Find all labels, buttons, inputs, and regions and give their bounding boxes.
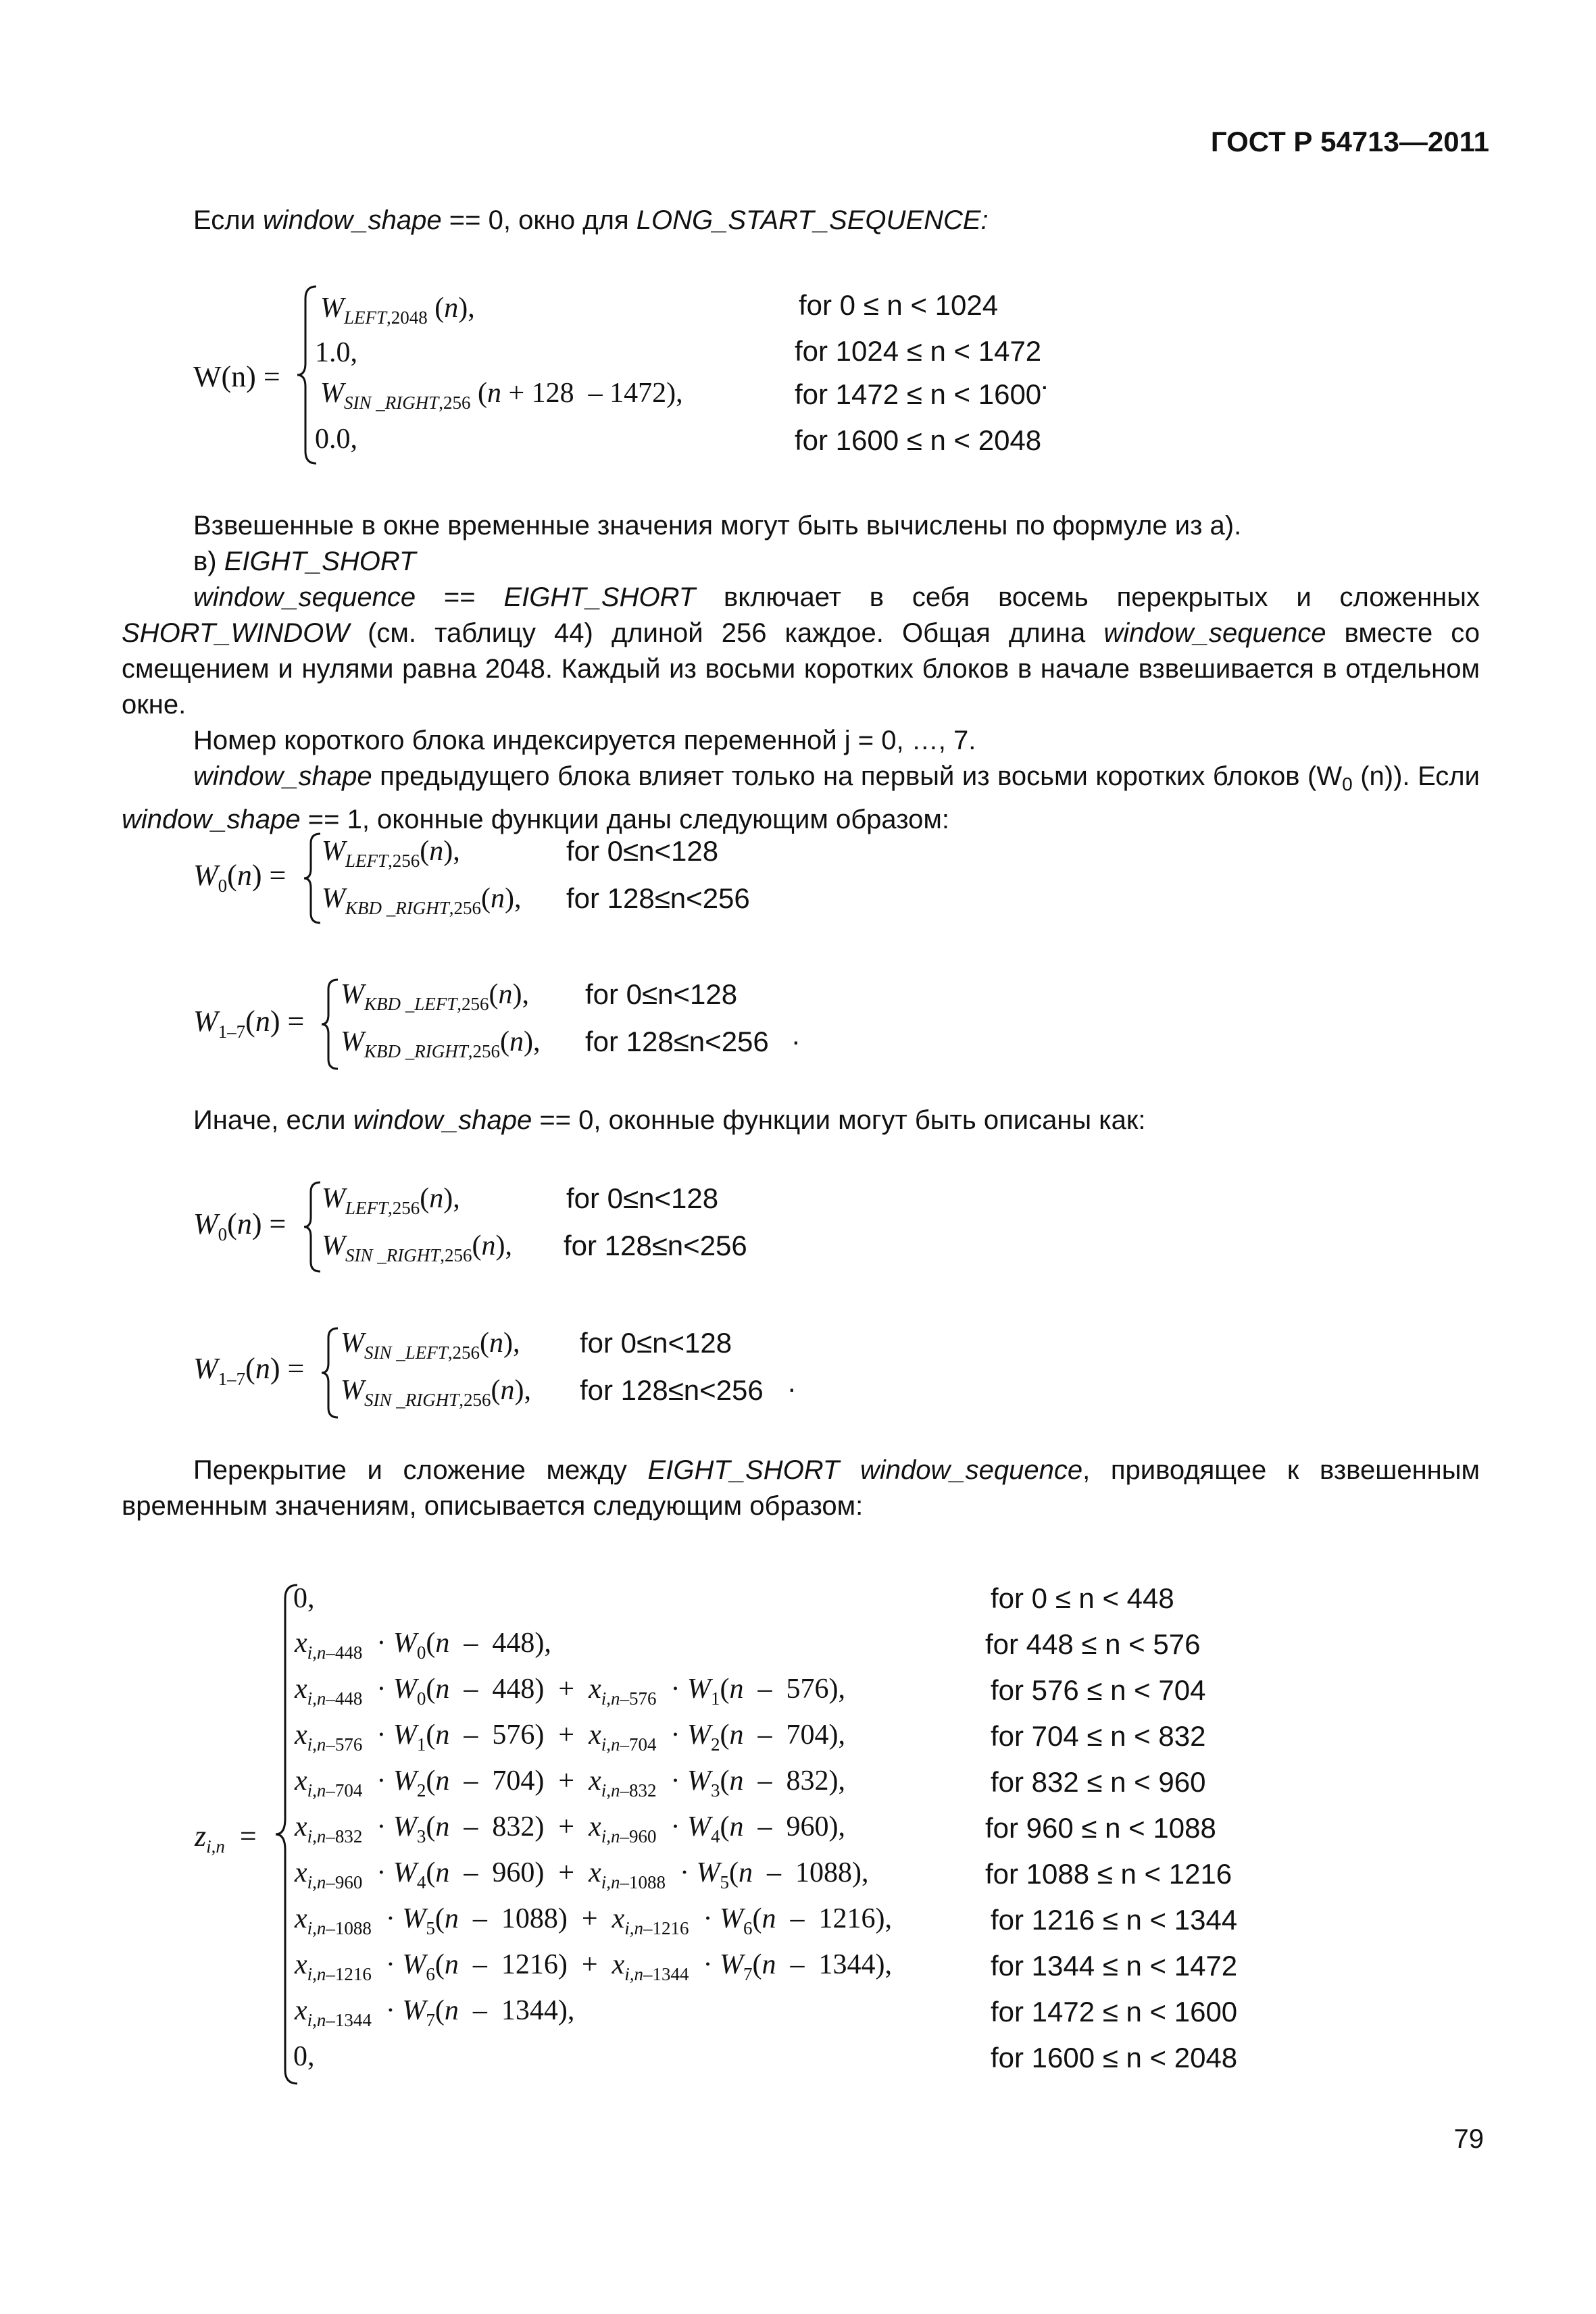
document-id: ГОСТ Р 54713—2011 [1210,126,1489,157]
eq6-row8-expr: $x_{i,n-1088} \cdot W_5(n - 1088) + x_{i,n-1216} \cdot W_6(n - 1216)$, [295,1903,893,1938]
eq6-row3-expr: $x_{i,n-448} \cdot W_0(n - 448) + x_{i,n-576} \cdot W_1(n - 576)$, [295,1674,846,1709]
eq6-row2-expr: $x_{i,n-448} \cdot W_0(n - 448)$, [295,1628,551,1663]
eq5-row1-cond: for 0≤n<128 [580,1327,732,1359]
eq1-row4-expr: 0.0, [315,424,357,455]
eq6-row10-cond: for 1472 ≤ n < 1600 [991,1996,1238,2028]
eq5-row1-expr: $W_{SIN \_LEFT,256}(n)$, [341,1328,520,1363]
eq6-row2-cond: for 448 ≤ n < 576 [985,1628,1201,1660]
eq2-row2-cond: for 128≤n<256 [566,882,750,914]
intro-seq: LONG_START_SEQUENCE: [636,205,989,235]
eq2-row1-expr: $W_{LEFT,256}(n)$, [322,836,460,871]
eq4-row1-cond: for 0≤n<128 [566,1182,719,1214]
body-line-weighted: Взвешенные в окне временные значения могут быть вычислены по формуле из а). [193,511,1242,540]
eq3-brace [320,977,341,1072]
eq6-row10-expr: $x_{i,n-1344} \cdot W_7(n - 1344)$, [295,1995,575,2030]
eq3-row2-expr: $W_{KBD \_RIGHT,256}(n)$, [341,1026,541,1061]
eq6-row7-cond: for 1088 ≤ n < 1216 [985,1858,1232,1890]
eq1-row1-cond: for 0 ≤ n < 1024 [799,289,999,321]
intro-mid: == 0, окно для [441,205,637,235]
eq5-lhs: $W_{1-7}(n)$ = [193,1352,305,1389]
eq1-row3-cond: for 1472 ≤ n < 1600 [795,378,1042,410]
eq5-row2-expr: $W_{SIN \_RIGHT,256}(n)$, [341,1375,531,1410]
eq1-row3-expr: $W_{SIN \_RIGHT,256}$ (n + 128 – 1472), [320,378,683,413]
body-overlap-paragraph: Перекрытие и сложение между EIGHT_SHORT window_sequence, приводящее к взвешенным временным значениям, описывается следующим образом: [122,1455,1480,1521]
eq6-row11-cond: for 1600 ≤ n < 2048 [991,2042,1238,2073]
eq1-lhs: W(n) = [193,360,280,393]
eq6-row11-expr: 0, [293,2041,315,2072]
intro-var: window_shape [263,205,442,235]
page-number: 79 [1453,2124,1484,2154]
eq1-row2-expr: 1.0, [315,337,357,368]
body-line-item-b: в) EIGHT_SHORT [193,547,416,576]
eq5-trail: . [788,1366,796,1398]
eq6-row7-expr: $x_{i,n-960} \cdot W_4(n - 960) + x_{i,n-1088} \cdot W_5(n - 1088)$, [295,1857,869,1892]
eq1-row4-cond: for 1600 ≤ n < 2048 [795,424,1042,456]
body-section-eight-short [122,508,1480,838]
eq3-row1-expr: $W_{KBD \_LEFT,256}(n)$, [341,979,530,1014]
eq6-row1-expr: 0, [293,1583,315,1614]
eq3-row2-cond: for 128≤n<256 [585,1026,769,1057]
eq6-row9-expr: $x_{i,n-1216} \cdot W_6(n - 1216) + x_{i,n-1344} \cdot W_7(n - 1344)$, [295,1949,893,1984]
eq4-row2-cond: for 128≤n<256 [564,1230,747,1261]
eq5-row2-cond: for 128≤n<256 [580,1374,764,1406]
eq6-lhs: $z_{i,n}$ = [195,1819,257,1857]
eq6-row6-cond: for 960 ≤ n < 1088 [985,1812,1216,1844]
eq1-trail: . [1041,363,1049,395]
body-else-line: Иначе, если window_shape == 0, оконные функции могут быть описаны как: [193,1105,1146,1135]
eq1-row1-expr: $W_{LEFT,2048}$ (n), [320,293,475,328]
eq2-lhs: $W_0(n)$ = [193,859,286,896]
eq2-brace [303,831,323,926]
body-paragraph-window-sequence: window_sequence == EIGHT_SHORT включает в себя восемь перекрытых и сложенных SHORT_WINDOW (см. таблицу 44) длиной 256 каждое. Общая длина window_sequence вместе со смещением и нулями равна 2048. Каждый из восьми коротких блоков в начале взвешивается в отдельном окне. [122,582,1480,720]
eq4-brace [303,1180,323,1274]
eq6-row9-cond: for 1344 ≤ n < 1472 [991,1950,1238,1982]
eq6-row4-expr: $x_{i,n-576} \cdot W_1(n - 576) + x_{i,n-704} \cdot W_2(n - 704)$, [295,1719,846,1755]
eq3-lhs: $W_{1-7}(n)$ = [193,1005,305,1042]
eq6-row4-cond: for 704 ≤ n < 832 [991,1720,1206,1752]
eq6-row8-cond: for 1216 ≤ n < 1344 [991,1904,1238,1936]
eq2-row2-expr: $W_{KBD \_RIGHT,256}(n)$, [322,883,522,918]
intro-prefix: Если [193,205,264,235]
eq6-row5-cond: for 832 ≤ n < 960 [991,1766,1206,1798]
eq3-trail: . [792,1019,800,1051]
intro-line [193,203,989,238]
eq2-row1-cond: for 0≤n<128 [566,835,719,867]
eq4-row2-expr: $W_{SIN \_RIGHT,256}(n)$, [322,1230,512,1265]
body-paragraph-window-shape: window_shape предыдущего блока влияет только на первый из восьми коротких блоков ($W_0$ (n)). Если window_shape == 1, оконные функции даны следующим образом: [122,761,1480,834]
eq6-row6-expr: $x_{i,n-832} \cdot W_3(n - 832) + x_{i,n-960} \cdot W_4(n - 960)$, [295,1811,846,1846]
eq4-lhs: $W_0(n)$ = [193,1207,286,1244]
eq1-row2-cond: for 1024 ≤ n < 1472 [795,335,1042,367]
eq4-row1-expr: $W_{LEFT,256}(n)$, [322,1183,460,1218]
eq6-row3-cond: for 576 ≤ n < 704 [991,1674,1206,1706]
eq6-row1-cond: for 0 ≤ n < 448 [991,1582,1174,1614]
eq6-row5-expr: $x_{i,n-704} \cdot W_2(n - 704) + x_{i,n-832} \cdot W_3(n - 832)$, [295,1765,846,1801]
body-line-block-index: Номер короткого блока индексируется переменной j = 0, …, 7. [193,726,976,755]
eq5-brace [320,1326,341,1420]
eq3-row1-cond: for 0≤n<128 [585,978,738,1010]
